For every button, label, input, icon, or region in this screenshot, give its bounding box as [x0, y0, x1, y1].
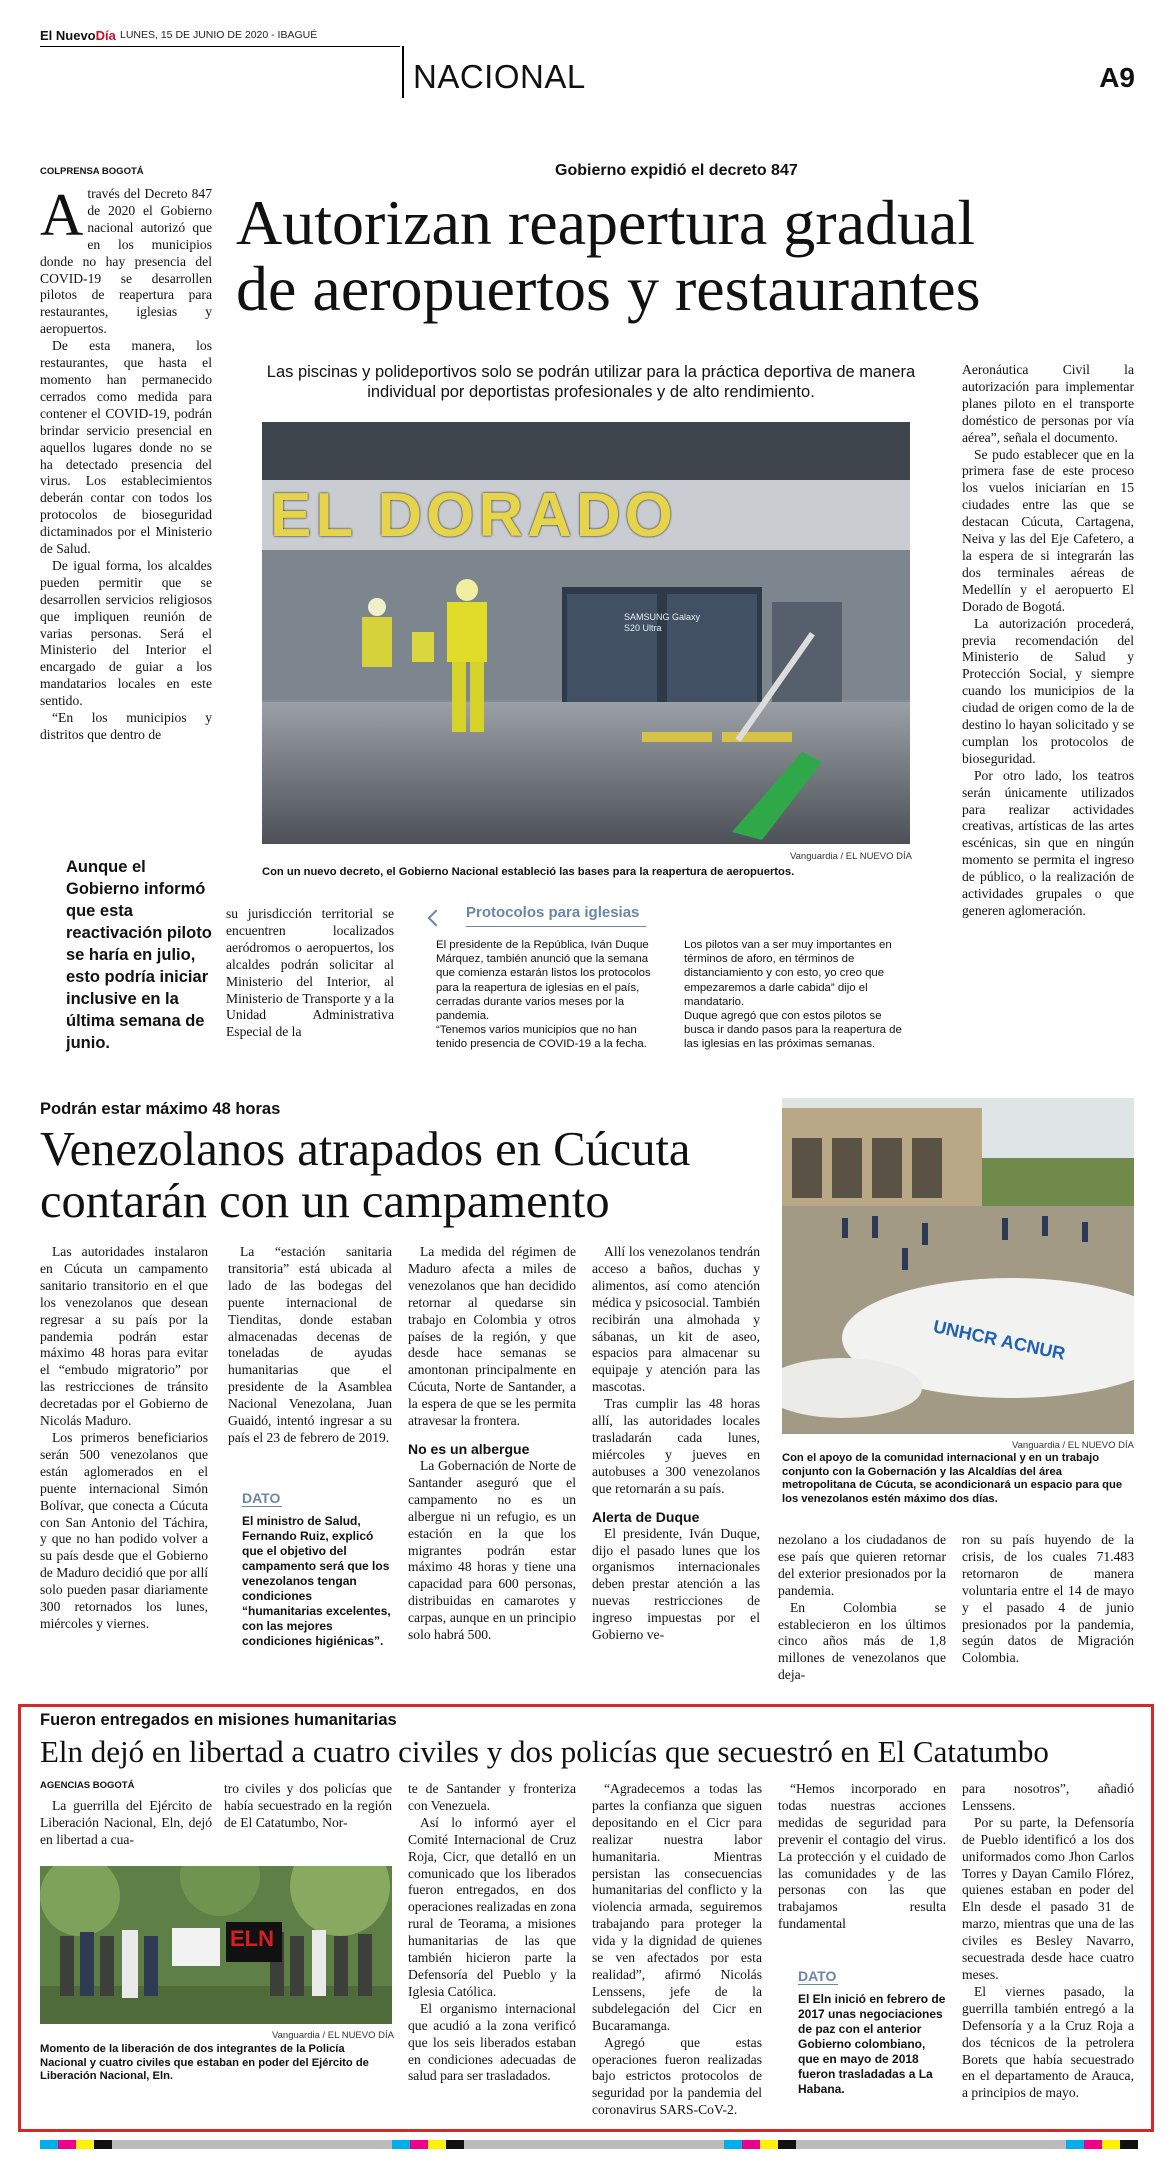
story2-col4: Allí los venezolanos tendrán acceso a baños, duchas y alimentos, así como atención médica y psicosocial. También recibirán una almohada y sábanas, un kit de aseo, espacios para almacenar su equipaje y atención para las mascotas. Tras cumplir las 48 horas allí, las autoridades locales trasladarán cada lunes, miércoles y jueves en autobuses a 300 venezolanos que retornarán a su país. Alerta de Duque El presidente, Iván Duque, dijo el pasado lunes que los organismos internacionales deben prestar atención a las nuevas restricciones de ingreso impuestas por el Gobierno ve-	[592, 1244, 760, 1643]
section-divider	[402, 46, 404, 98]
story3-agency: AGENCIAS BOGOTÁ	[40, 1780, 135, 1791]
dato-text: El Eln inició en febrero de 2017 unas negociaciones de paz con el anterior Gobierno colombiano, que en mayo de 2018 fueron trasladadas a La Habana.	[798, 1992, 946, 2096]
dato-label: DATO	[798, 1968, 837, 1984]
protocolos-title: Protocolos para iglesias	[466, 904, 640, 921]
story2-col5: nezolano a los ciudadanos de ese país que quieren retornar del exterior presionados por la pandemia. En Colombia se establecieron en los últimos cinco años más de 1,8 millones de venezolanos que deja-	[778, 1532, 946, 1683]
story3-photo-credit: Vanguardia / EL NUEVO DÍA	[272, 2030, 394, 2041]
story1-headline: Autorizan reapertura gradual de aeropuertos y restaurantes	[236, 187, 981, 324]
protocolos-box	[430, 900, 910, 1070]
protocolos-right: Los pilotos van a ser muy importantes en términos de aforo, en términos de distanciamiento y con esto, yo creo que empezaremos a darle cabida” dijo el mandatario. Duque agregó que con estos pilotos se busca ir dando pasos para la reapertura de las iglesias en las próximas semanas.	[684, 939, 902, 1051]
story2-photo-credit: Vanguardia / EL NUEVO DÍA	[1012, 1440, 1134, 1451]
samsung-ad: SAMSUNG Galaxy S20 Ultra	[624, 612, 701, 633]
airport-sign: EL DORADO	[270, 481, 677, 550]
subhead-alerta-duque: Alerta de Duque	[592, 1508, 700, 1525]
subhead-no-albergue: No es un albergue	[408, 1440, 530, 1457]
eln-photo	[40, 1866, 392, 2024]
dato-text: El ministro de Salud, Fernando Ruiz, explicó que el objetivo del campamento será que los venezolanos tengan condiciones “humanitarias excelentes, con las mejores condiciones higiénicas”.	[242, 1514, 391, 1648]
story2-photo-caption: Con el apoyo de la comunidad internacional y en un trabajo conjunto con la Gobernación y las Alcaldías del área metropolitana de Cúcuta, se acondicionará un espacio para que los venezolanos estén máximo dos días.	[782, 1452, 1123, 1505]
story2-col6: ron su país huyendo de la crisis, de los cuales 71.483 retornaron de manera voluntaria entre el 14 de mayo y el pasado 4 de junio presionados por la pandemia, según datos de Migración Colombia.	[962, 1532, 1134, 1666]
story2-col2: La “estación sanitaria transitoria” está ubicada al lado de las bodegas del puente internacional de Tienditas, donde estaban almacenadas decenas de toneladas de ayudas humanitarias que el presidente de la Asamblea Nacional Venezolana, Juan Guaidó, intentó ingresar a su país el 23 de febrero de 2019.	[228, 1244, 392, 1445]
masthead	[40, 28, 1135, 98]
dateline: LUNES, 15 DE JUNIO DE 2020 - IBAGUÉ	[120, 29, 318, 41]
story3-col5: “Hemos incorporado en todas nuestras acciones medidas de seguridad para prevenir el contagio del virus. La protección y el cuidado de las comunidades y de las personas con las que trabajamos resulta fundamental	[778, 1781, 946, 1932]
story3-col6: para nosotros”, añadió Lenssens. Por su parte, la Defensoría de Pueblo identificó a los dos uniformados como Jhon Carlos Torres y Dayan Camilo Flórez, quienes estaban en poder del Eln desde el pasado 31 de marzo, mientras que una de las civiles es Besley Navarro, secuestrada desde hace cuatro meses. El viernes pasado, la guerrilla también entregó a la Defensoría y a la Cruz Roja a dos técnicos de la petrolera Borets que había secuestrado en el departamento de Arauca, a principios de mayo.	[962, 1781, 1134, 2101]
story3-col1: La guerrilla del Ejército de Liberación Nacional, Eln, dejó en libertad a cua-	[40, 1798, 212, 1847]
story1-photo-caption: Con un nuevo decreto, el Gobierno Nacional estableció las bases para la reapertura de aeropuertos.	[262, 866, 795, 878]
registration-bar	[40, 2140, 1140, 2150]
story1-col-right: Aeronáutica Civil la autorización para implementar planes piloto en el transporte doméstico de personas por vía aérea”, señala el documento. Se pudo establecer que en la primera fase de este proceso los vuelos iniciarían en 15 ciudades entre las que se destacan Cúcuta, Cartagena, Neiva y las del Eje Cafetero, a la espera de si integrarán las dos terminales aéreas de Medellín y el aeropuerto El Dorado de Bogotá. La autorización procederá, previa recomendación del Ministerio de Salud y Protección Social, y siempre cuando los municipios de la ciudad de origen como de la de destino lo hayan solicitado y se cumplan los protocolos de bioseguridad. Por otro lado, los teatros serán únicamente utilizados para realizar actividades creativas, artísticas de las artes escénicas, sin que en ningún momento se permita el ingreso de público, o la realización de actividades grupales o que generen aglomeración.	[962, 362, 1134, 918]
story1-col1: Através del Decreto 847 de 2020 el Gobierno nacional autorizó que en los municipios donde no hay presencia del COVID-19 se desarrollen pilotos de reapertura para restaurantes, iglesias y aeropuertos. De esta manera, los restaurantes, que hasta el momento han permanecido cerrados como medida para contener el COVID-19, podrán brindar servicio presencial en aquellos lugares donde no se ha detectado presencia del virus. Los establecimientos deberán contar con todos los protocolos de bioseguridad dictaminados por el Ministerio de Salud. De igual forma, los alcaldes pueden permitir que se desarrollen servicios religiosos que impliquen reunión de varias personas. Será el Ministerio del Interior el encargado de guiar a los mandatarios locales en este sentido. “En los municipios y distritos que dentro de	[40, 182, 212, 742]
section-title: NACIONAL	[413, 58, 586, 95]
story3-kicker: Fueron entregados en misiones humanitarias	[40, 1711, 397, 1729]
page-number: A9	[1099, 62, 1135, 93]
unhcr-tent-logo: UNHCR ACNUR	[931, 1316, 1068, 1364]
story3-headline: Eln dejó en libertad a cuatro civiles y dos policías que secuestró en El Catatumbo	[40, 1734, 1049, 1769]
story1-pullquote: Aunque el Gobierno informó que esta reactivación piloto se haría en julio, esto podría iniciar inclusive en la última semana de junio.	[66, 858, 212, 1052]
logo: El NuevoDía	[40, 28, 116, 43]
eln-banner-text: ELN	[230, 1926, 274, 1951]
story2-col1: Las autoridades instalaron en Cúcuta un campamento sanitario transitorio en el que los venezolanos que desean regresar a su país por la pandemia podrán estar máximo 48 horas para evitar el “embudo migratorio” por las restricciones de tránsito decretadas por el Gobierno de Nicolás Maduro. Los primeros beneficiarios serán 500 venezolanos que están aglomerados en el puente internacional Simón Bolívar, que conecta a Cúcuta con San Antonio del Táchira, y que no han podido volver a su país desde que el Gobierno de Maduro decidió que por allí solo pueden pasar diariamente 300 retornados los lunes, miércoles y viernes.	[40, 1244, 208, 1631]
airport-photo	[262, 422, 910, 844]
story3-col2: tro civiles y dos policías que había secuestrado en la región de El Catatumbo, Nor-	[224, 1781, 392, 1830]
story2-kicker: Podrán estar máximo 48 horas	[40, 1100, 281, 1118]
camp-photo	[782, 1098, 1134, 1434]
story1-agency: COLPRENSA BOGOTÁ	[40, 166, 144, 177]
story2-headline: Venezolanos atrapados en Cúcuta contarán con un campamento	[40, 1123, 691, 1228]
story2-col3: La medida del régimen de Maduro afecta a miles de venezolanos que han decidido retornar al quedarse sin trabajo en Colombia y otros países de la región, y que desde hace semanas se amontonan principalmente en Cúcuta, Norte de Santander, a la espera de que se les permita atravesar la frontera. No es un albergue La Gobernación de Norte de Santander aseguró que el campamento no es un albergue ni un refugio, es un estación en la que los migrantes podrán estar máximo 48 horas y tiene una capacidad para 600 personas, distribuidas en camarotes y carpas, aunque en un principio solo habrá 500.	[408, 1244, 576, 1643]
story3-col3: te de Santander y fronteriza con Venezuela. Así lo informó ayer el Comité Internacional de Cruz Roja, Cicr, que detalló en un comunicado que los liberados fueron entregados, en dos operaciones realizadas en zona rural de Teorama, a misiones humanitarias de las que también hicieron parte la Defensoría del Pueblo y la Iglesia Católica. El organismo internacional que acudió a la zona verificó que los seis liberados estaban en condiciones adecuadas de salud para ser trasladados.	[408, 1781, 576, 2084]
story1-photo-credit: Vanguardia / EL NUEVO DÍA	[790, 851, 912, 862]
story1-col2: su jurisdicción territorial se encuentren localizados aeródromos o aeropuertos, los alcaldes podrán solicitar al Ministerio del Interior, al Ministerio de Transporte y a la Unidad Administrativa Especial de la	[226, 906, 394, 1040]
dato-label: DATO	[242, 1490, 281, 1506]
dropcap: A	[40, 182, 84, 248]
story2-dato	[242, 1490, 392, 1649]
story3-col4: “Agradecemos a todas las partes la confianza que siguen depositando en el Cicr para realizar nuestra labor humanitaria. Mientras persistan las consecuencias humanitarias del conflicto y la violencia armada, seguiremos trabajando para proteger la vida y la dignidad de quienes se ven afectados por esta realidad”, afirmó Nicolás Lenssens, jefe de la subdelegación del Cicr en Bucaramanga. Agregó que estas operaciones fueron realizadas bajo estrictos protocolos de seguridad por la pandemia del coronavirus SARS-CoV-2.	[592, 1781, 762, 2118]
story3-dato	[798, 1968, 946, 2097]
story1-kicker: Gobierno expidió el decreto 847	[555, 162, 798, 179]
story3-photo-caption: Momento de la liberación de dos integrantes de la Policía Nacional y cuatro civiles que estaban en poder del Ejército de Liberación Nacional, Eln.	[40, 2043, 369, 2082]
protocolos-left: El presidente de la República, Iván Duque Márquez, también anunció que la semana que comienza estarán listos los protocolos para la reapertura de iglesias en el país, cerradas durante varios meses por la pandemia. “Tenemos varios municipios que no han tenido presencia de COVID-19 a la fecha.	[436, 939, 651, 1051]
story1-deck: Las piscinas y polideportivos solo se podrán utilizar para la práctica deportiva de manera individual por deportistas profesionales y de alto rendimiento.	[266, 363, 916, 401]
